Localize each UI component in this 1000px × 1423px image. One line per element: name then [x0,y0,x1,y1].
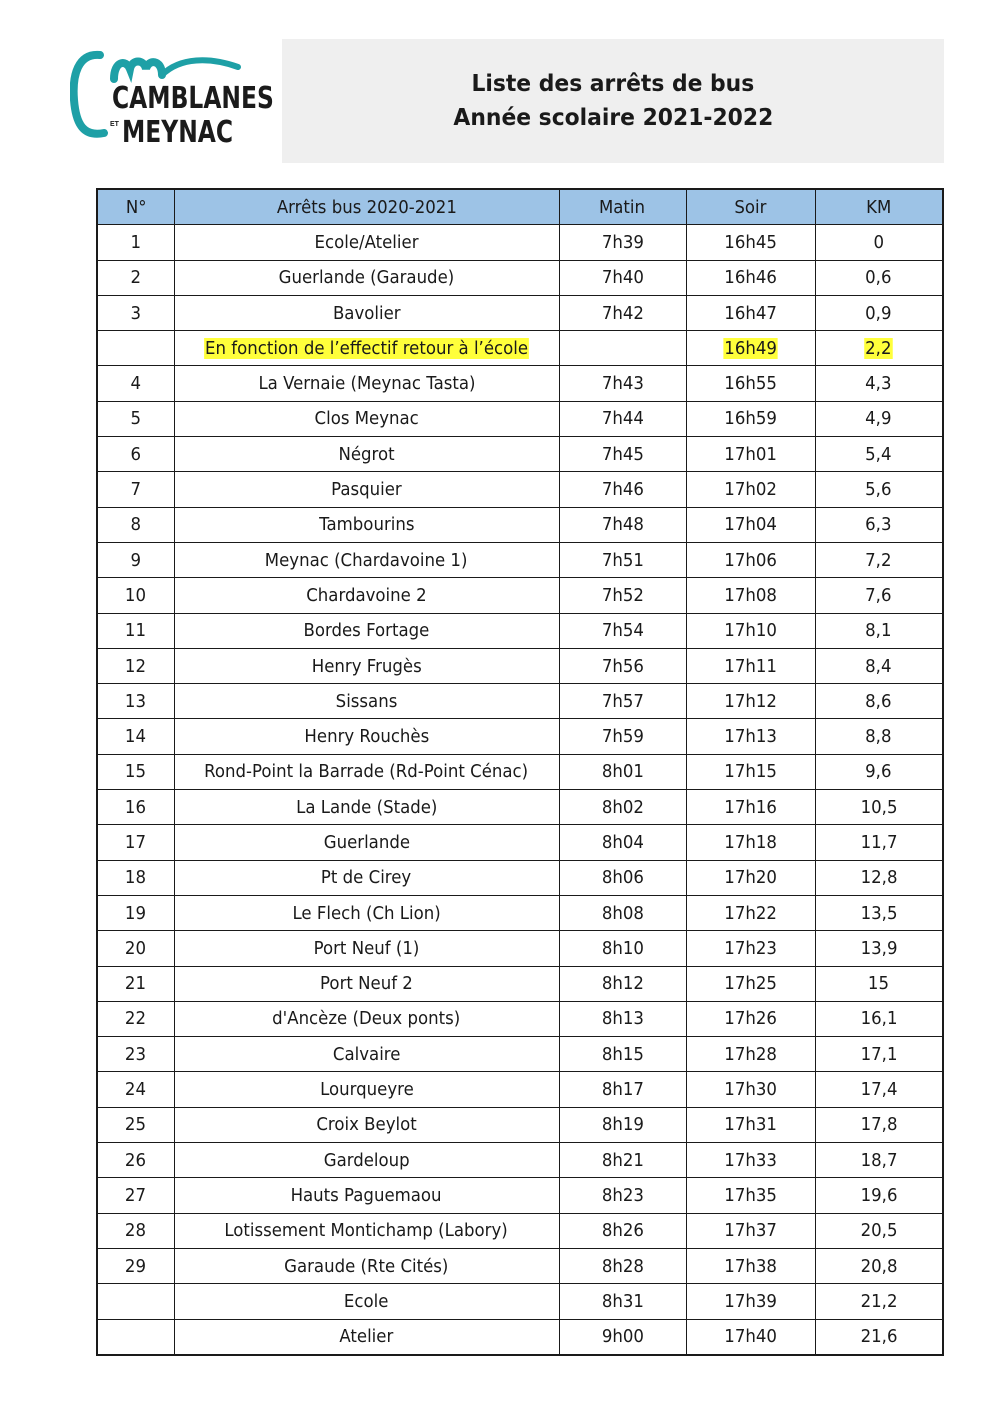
cell-km: 13,5 [815,895,943,930]
cell-number: 7 [97,472,174,507]
cell-stop: Bavolier [174,295,559,330]
cell-stop: Port Neuf (1) [174,931,559,966]
cell-number: 29 [97,1248,174,1283]
table-row [97,260,943,295]
cell-soir: 17h20 [686,860,815,895]
cell-number: 28 [97,1213,174,1248]
cell-km: 8,8 [815,719,943,754]
cell-soir: 17h37 [686,1213,815,1248]
cell-km: 5,4 [815,437,943,472]
cell-km: 20,5 [815,1213,943,1248]
cell-km: 7,6 [815,578,943,613]
cell-stop: Le Flech (Ch Lion) [174,895,559,930]
cell-matin: 9h00 [559,1319,686,1355]
cell-stop: Rond-Point la Barrade (Rd-Point Cénac) [174,754,559,789]
cell-soir: 17h08 [686,578,815,613]
cell-matin: 7h46 [559,472,686,507]
cell-number: 10 [97,578,174,613]
cell-number [97,1319,174,1355]
cell-matin: 8h28 [559,1248,686,1283]
cell-stop: Sissans [174,684,559,719]
cell-soir: 17h30 [686,1072,815,1107]
cell-km: 10,5 [815,790,943,825]
cell-soir: 17h35 [686,1178,815,1213]
cell-matin: 7h52 [559,578,686,613]
table-row [97,366,943,401]
header-number: N° [97,189,174,225]
cell-km: 18,7 [815,1143,943,1178]
cell-stop: La Vernaie (Meynac Tasta) [174,366,559,401]
cell-stop: Port Neuf 2 [174,966,559,1001]
table-row [97,931,943,966]
cell-number: 22 [97,1001,174,1036]
cell-km: 17,8 [815,1107,943,1142]
table-row [97,1213,943,1248]
cell-soir: 17h23 [686,931,815,966]
cell-soir: 17h26 [686,1001,815,1036]
table-row [97,225,943,260]
cell-matin: 7h54 [559,613,686,648]
cell-number: 1 [97,225,174,260]
cell-matin: 8h10 [559,931,686,966]
header-km: KM [815,189,943,225]
cell-stop: Négrot [174,437,559,472]
cell-stop: Calvaire [174,1037,559,1072]
cell-soir: 16h55 [686,366,815,401]
cell-number: 15 [97,754,174,789]
logo-text-meynac: MEYNAC [122,115,234,150]
cell-soir: 17h16 [686,790,815,825]
cell-matin: 7h48 [559,507,686,542]
cell-number: 5 [97,401,174,436]
table-row [97,401,943,436]
cell-soir: 17h11 [686,648,815,683]
cell-km: 19,6 [815,1178,943,1213]
logo-text-et: ET [110,121,119,128]
cell-soir: 17h15 [686,754,815,789]
cell-number: 19 [97,895,174,930]
table-row [97,719,943,754]
cell-number: 9 [97,542,174,577]
cell-number: 26 [97,1143,174,1178]
cell-stop: Tambourins [174,507,559,542]
table-row [97,1143,943,1178]
logo-text-camblanes: CAMBLANES [112,81,274,116]
cell-number [97,331,174,366]
cell-number: 12 [97,648,174,683]
cell-soir: 17h22 [686,895,815,930]
cell-number: 3 [97,295,174,330]
table-row [97,613,943,648]
cell-matin: 8h19 [559,1107,686,1142]
cell-stop: Henry Frugès [174,648,559,683]
cell-km: 17,4 [815,1072,943,1107]
cell-stop: Ecole [174,1284,559,1319]
table-row [97,1248,943,1283]
cell-km: 20,8 [815,1248,943,1283]
cell-matin: 8h02 [559,790,686,825]
cell-stop: Guerlande [174,825,559,860]
table-row [97,542,943,577]
cell-soir: 16h45 [686,225,815,260]
cell-matin: 8h12 [559,966,686,1001]
table-header-row [97,189,943,225]
cell-stop: Lotissement Montichamp (Labory) [174,1213,559,1248]
commune-logo [70,45,274,155]
cell-matin: 7h59 [559,719,686,754]
cell-km: 8,4 [815,648,943,683]
cell-stop: Gardeloup [174,1143,559,1178]
cell-km: 11,7 [815,825,943,860]
cell-soir: 17h02 [686,472,815,507]
title-line-1: Liste des arrêts de bus [471,71,755,97]
cell-soir: 16h59 [686,401,815,436]
cell-km: 4,3 [815,366,943,401]
cell-soir: 17h12 [686,684,815,719]
cell-stop: Lourqueyre [174,1072,559,1107]
cell-stop: d'Ancèze (Deux ponts) [174,1001,559,1036]
table-row [97,754,943,789]
cell-stop: Clos Meynac [174,401,559,436]
table-row [97,684,943,719]
cell-soir: 17h01 [686,437,815,472]
cell-stop: Henry Rouchès [174,719,559,754]
cell-soir: 17h38 [686,1248,815,1283]
cell-stop: La Lande (Stade) [174,790,559,825]
cell-stop: Chardavoine 2 [174,578,559,613]
cell-soir: 16h46 [686,260,815,295]
cell-stop: Meynac (Chardavoine 1) [174,542,559,577]
cell-km: 5,6 [815,472,943,507]
cell-soir: 17h10 [686,613,815,648]
cell-number: 21 [97,966,174,1001]
header-matin: Matin [559,189,686,225]
table-row [97,295,943,330]
cell-matin: 7h44 [559,401,686,436]
header-soir: Soir [686,189,815,225]
cell-number: 2 [97,260,174,295]
cell-soir: 17h28 [686,1037,815,1072]
cell-km: 17,1 [815,1037,943,1072]
cell-number: 18 [97,860,174,895]
cell-km: 15 [815,966,943,1001]
cell-number: 13 [97,684,174,719]
cell-soir: 17h06 [686,542,815,577]
cell-matin: 7h40 [559,260,686,295]
cell-matin: 8h21 [559,1143,686,1178]
table-row [97,648,943,683]
cell-soir: 16h47 [686,295,815,330]
cell-matin: 8h23 [559,1178,686,1213]
title-banner [282,39,944,163]
cell-number: 14 [97,719,174,754]
cell-matin [559,331,686,366]
cell-soir: 17h25 [686,966,815,1001]
table-row [97,966,943,1001]
cell-km: 21,2 [815,1284,943,1319]
cell-km: 9,6 [815,754,943,789]
table-row [97,1319,943,1355]
cell-matin: 7h51 [559,542,686,577]
table-row [97,1178,943,1213]
cell-stop: Croix Beylot [174,1107,559,1142]
cell-km: 7,2 [815,542,943,577]
cell-matin: 8h15 [559,1037,686,1072]
table-row [97,437,943,472]
table-row [97,1284,943,1319]
cell-soir: 17h04 [686,507,815,542]
cell-matin: 7h39 [559,225,686,260]
cell-matin: 7h56 [559,648,686,683]
table-row [97,1107,943,1142]
cell-stop: Garaude (Rte Cités) [174,1248,559,1283]
cell-stop: Ecole/Atelier [174,225,559,260]
cell-km: 0,6 [815,260,943,295]
cell-km: 8,1 [815,613,943,648]
cell-number [97,1284,174,1319]
table-row [97,825,943,860]
cell-soir: 17h40 [686,1319,815,1355]
cell-matin: 7h43 [559,366,686,401]
cell-soir: 17h13 [686,719,815,754]
table-row [97,895,943,930]
cell-number: 8 [97,507,174,542]
cell-km: 0,9 [815,295,943,330]
cell-stop: Bordes Fortage [174,613,559,648]
cell-stop: Pt de Cirey [174,860,559,895]
cell-matin: 8h01 [559,754,686,789]
cell-stop: Guerlande (Garaude) [174,260,559,295]
cell-number: 23 [97,1037,174,1072]
cell-stop: Pasquier [174,472,559,507]
cell-km: 2,2 [815,331,943,366]
cell-km: 8,6 [815,684,943,719]
cell-soir: 17h39 [686,1284,815,1319]
cell-km: 0 [815,225,943,260]
cell-number: 17 [97,825,174,860]
table-row [97,1072,943,1107]
table-row [97,472,943,507]
cell-matin: 8h17 [559,1072,686,1107]
cell-number: 6 [97,437,174,472]
table-row [97,331,943,366]
header-stop: Arrêts bus 2020-2021 [174,189,559,225]
cell-number: 16 [97,790,174,825]
table-row [97,1001,943,1036]
title-line-2: Année scolaire 2021-2022 [453,105,773,131]
cell-matin: 8h13 [559,1001,686,1036]
bus-stops-table [96,188,944,1356]
cell-km: 21,6 [815,1319,943,1355]
cell-number: 27 [97,1178,174,1213]
table-row [97,578,943,613]
table-row [97,1037,943,1072]
cell-soir: 16h49 [686,331,815,366]
cell-matin: 8h08 [559,895,686,930]
cell-km: 13,9 [815,931,943,966]
cell-number: 24 [97,1072,174,1107]
cell-matin: 8h31 [559,1284,686,1319]
cell-km: 4,9 [815,401,943,436]
cell-number: 20 [97,931,174,966]
cell-number: 4 [97,366,174,401]
cell-km: 16,1 [815,1001,943,1036]
cell-number: 11 [97,613,174,648]
cell-km: 12,8 [815,860,943,895]
cell-number: 25 [97,1107,174,1142]
cell-matin: 8h06 [559,860,686,895]
cell-matin: 7h45 [559,437,686,472]
cell-soir: 17h31 [686,1107,815,1142]
cell-matin: 8h04 [559,825,686,860]
cell-stop: Hauts Paguemaou [174,1178,559,1213]
cell-matin: 7h57 [559,684,686,719]
table-row [97,860,943,895]
cell-stop: En fonction de l’effectif retour à l’école [174,331,559,366]
cell-soir: 17h18 [686,825,815,860]
cell-soir: 17h33 [686,1143,815,1178]
cell-matin: 7h42 [559,295,686,330]
cell-matin: 8h26 [559,1213,686,1248]
cell-stop: Atelier [174,1319,559,1355]
cell-km: 6,3 [815,507,943,542]
table-row [97,790,943,825]
table-row [97,507,943,542]
